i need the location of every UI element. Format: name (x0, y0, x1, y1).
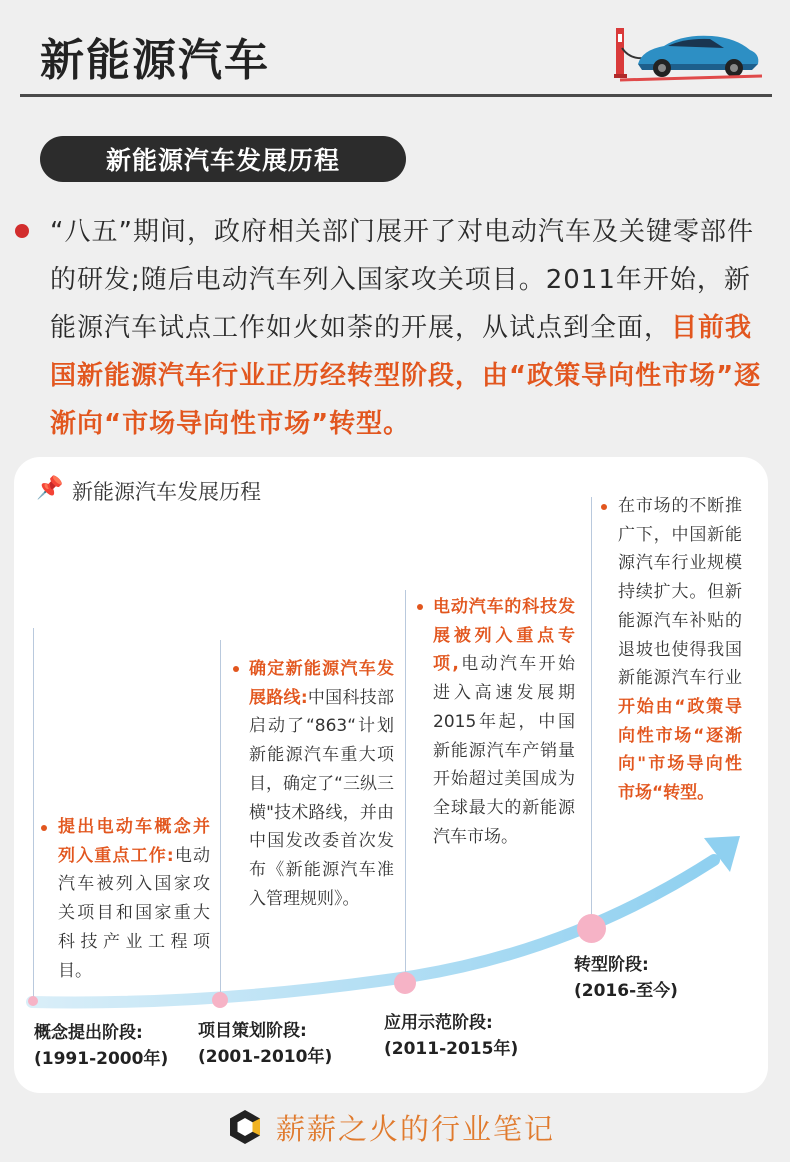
hexagon-c-logo-icon (226, 1108, 264, 1146)
stage-1-description: 提出电动车概念并列入重点工作:电动汽车被列入国家攻关项目和国家重大科技产业工程项目。 (58, 817, 210, 981)
stage-bullet (41, 825, 47, 831)
intro-text: “八五”期间，政府相关部门展开了对电动汽车及关键零部件的研发;随后电动汽车列入国家攻关项目。2011年开始，新能源汽车试点工作如火如荼的开展，从试点到全面， (50, 217, 754, 343)
stage-3-description: 电动汽车的科技发展被列入重点专项,电动汽车开始进入高速发展期2015年起，中国新能源汽车产销量开始超过美国成为全球最大的新能源汽车市场。 (433, 597, 575, 847)
intro-paragraph (50, 208, 772, 448)
timeline-connector (405, 590, 406, 984)
stage-4-label: 转型阶段: (2016-至今) (574, 955, 678, 1001)
timeline-node (577, 914, 606, 943)
stage-3-label: 应用示范阶段: (2011-2015年) (384, 1013, 519, 1059)
bullet-dot (15, 224, 29, 238)
header-divider (20, 94, 772, 97)
stage-bullet (601, 504, 607, 510)
electric-car-charging-icon (612, 20, 762, 84)
page-title: 新能源汽车 (40, 35, 270, 86)
card-title: 新能源汽车发展历程 (72, 480, 261, 504)
intro-highlight: 目前我国新能源汽车行业正历经转型阶段，由“政策导向性市场”逐渐向“市场导向性市场”转型。 (50, 313, 762, 439)
stage-4-description: 在市场的不断推广下，中国新能源汽车行业规模持续扩大。但新能源汽车补贴的退坡也使得我国新能源汽车行业开始由“政策导向性市场“逐渐向"市场导向性市场“转型。 (618, 496, 742, 804)
timeline-connector (33, 628, 34, 1000)
stage-2-label: 项目策划阶段: (2001-2010年) (198, 1021, 333, 1067)
stage-bullet (417, 604, 423, 610)
timeline-node (28, 996, 38, 1006)
section-heading-pill: 新能源汽车发展历程 (40, 136, 406, 182)
timeline-node (394, 972, 416, 994)
footer-brand-text: 薪薪之火的行业笔记 (276, 1112, 556, 1146)
timeline-connector (591, 497, 592, 929)
timeline-connector (220, 640, 221, 1000)
pushpin-icon: 📌 (36, 476, 64, 501)
stage-1-label: 概念提出阶段: (1991-2000年) (34, 1023, 169, 1069)
stage-2-description: 确定新能源汽车发展路线:中国科技部启动了“863“计划新能源汽车重大项目，确定了“三纵三横"技术路线，并由中国发改委首次发布《新能源汽车准入管理规则》。 (249, 659, 394, 909)
stage-bullet (233, 666, 239, 672)
timeline-node (212, 992, 228, 1008)
